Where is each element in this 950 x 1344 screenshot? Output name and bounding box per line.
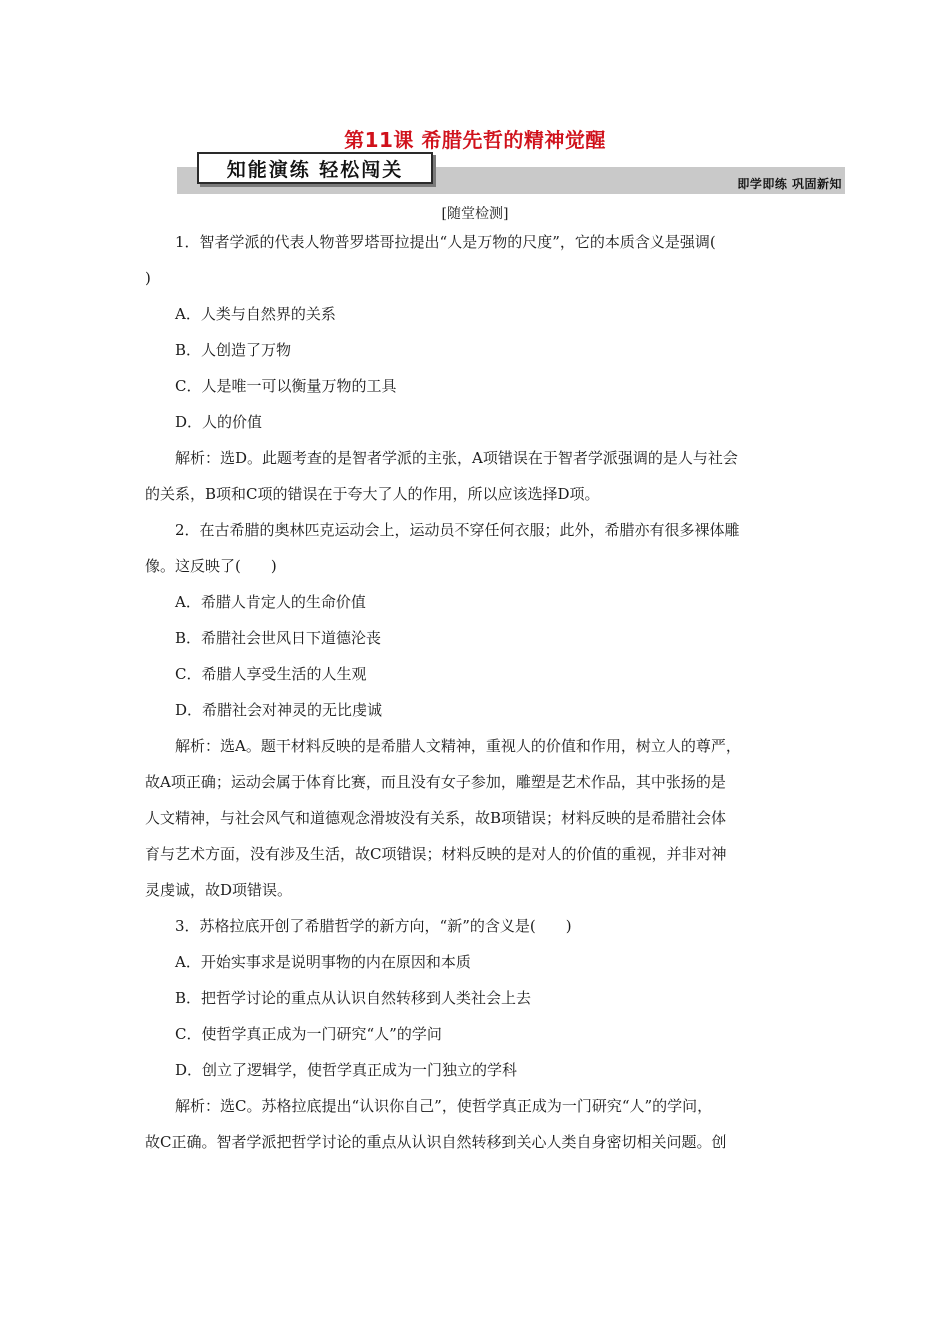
question-1-analysis: 解析：选D。此题考查的是智者学派的主张，A项错误在于智者学派强调的是人与社会 xyxy=(175,449,738,467)
lesson-title: 第11课 希腊先哲的精神觉醒 xyxy=(344,128,606,152)
question-1-stem: 1．智者学派的代表人物普罗塔哥拉提出“人是万物的尺度”，它的本质含义是强调( xyxy=(175,233,716,251)
question-2-option-a: A．希腊人肯定人的生命价值 xyxy=(175,593,366,611)
question-1-analysis-cont: 的关系，B项和C项的错误在于夸大了人的作用，所以应该选择D项。 xyxy=(145,485,600,503)
question-2-analysis: 解析：选A。题干材料反映的是希腊人文精神，重视人的价值和作用，树立人的尊严， xyxy=(175,737,741,755)
question-3-analysis-cont: 故C正确。智者学派把哲学讨论的重点从认识自然转移到关心人类自身密切相关问题。创 xyxy=(145,1133,727,1151)
question-3-option-a: A．开始实事求是说明事物的内在原因和本质 xyxy=(175,953,471,971)
question-3-analysis: 解析：选C。苏格拉底提出“认识你自己”，使哲学真正成为一门研究“人”的学问， xyxy=(175,1097,713,1115)
question-2-analysis-cont-1: 故A项正确；运动会属于体育比赛，而且没有女子参加，雕塑是艺术作品，其中张扬的是 xyxy=(145,773,726,791)
question-3-option-c: C．使哲学真正成为一门研究“人”的学问 xyxy=(175,1025,442,1043)
section-label: [随堂检测] xyxy=(441,206,509,222)
banner-left-label: 知能演练 轻松闯关 xyxy=(197,152,433,184)
question-2-stem-cont: 像。这反映了( ) xyxy=(145,557,277,575)
question-2-analysis-cont-4: 灵虔诚，故D项错误。 xyxy=(145,881,293,899)
question-1-option-a: A．人类与自然界的关系 xyxy=(175,305,336,323)
question-2-stem: 2．在古希腊的奥林匹克运动会上，运动员不穿任何衣服；此外，希腊亦有很多裸体雕 xyxy=(175,521,740,539)
question-3-option-b: B．把哲学讨论的重点从认识自然转移到人类社会上去 xyxy=(175,989,532,1007)
banner-right-label: 即学即练 巩固新知 xyxy=(737,177,842,191)
document-body xyxy=(145,224,813,1160)
question-3-stem: 3．苏格拉底开创了希腊哲学的新方向，“新”的含义是( ) xyxy=(175,917,572,935)
question-1-stem-cont: ) xyxy=(145,269,151,287)
question-2-option-b: B．希腊社会世风日下道德沦丧 xyxy=(175,629,382,647)
question-3-option-d: D．创立了逻辑学，使哲学真正成为一门独立的学科 xyxy=(175,1061,518,1079)
question-2-option-c: C．希腊人享受生活的人生观 xyxy=(175,665,367,683)
question-1-option-b: B．人创造了万物 xyxy=(175,341,292,359)
question-1-option-c: C．人是唯一可以衡量万物的工具 xyxy=(175,377,397,395)
question-2-option-d: D．希腊社会对神灵的无比虔诚 xyxy=(175,701,383,719)
question-2-analysis-cont-2: 人文精神，与社会风气和道德观念滑坡没有关系，故B项错误；材料反映的是希腊社会体 xyxy=(145,809,727,827)
question-2-analysis-cont-3: 育与艺术方面，没有涉及生活，故C项错误；材料反映的是对人的价值的重视，并非对神 xyxy=(145,845,727,863)
question-1-option-d: D．人的价值 xyxy=(175,413,263,431)
